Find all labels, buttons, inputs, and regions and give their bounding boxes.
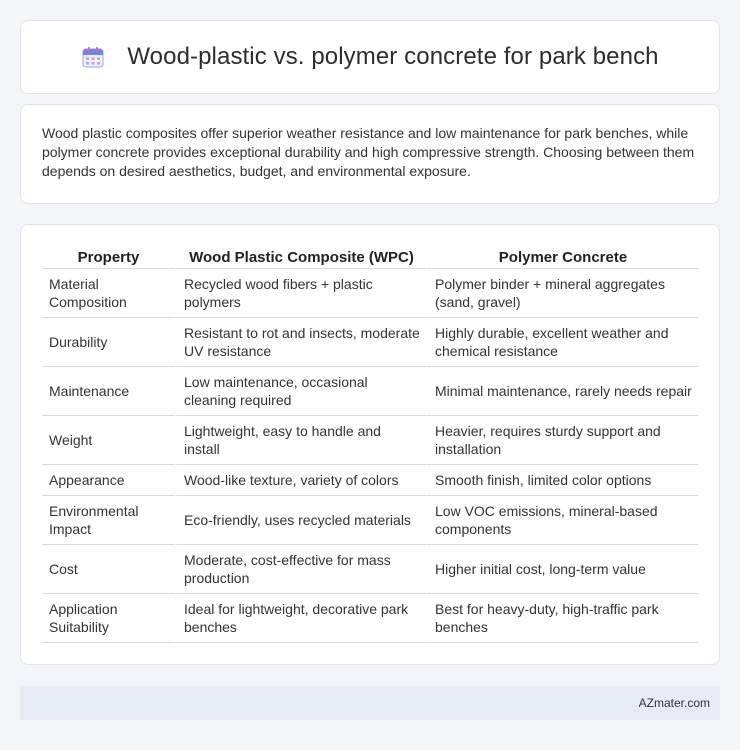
- table-row: [42, 269, 698, 318]
- wpc-cell: Eco-friendly, uses recycled materials: [175, 496, 426, 545]
- polymer-concrete-cell: Smooth finish, limited color options: [426, 465, 698, 496]
- title-bar: [81, 43, 658, 71]
- table-row: [42, 367, 698, 416]
- footer-source-link[interactable]: AZmater.com: [638, 696, 710, 710]
- property-cell: Cost: [42, 545, 175, 594]
- polymer-concrete-cell: Polymer binder + mineral aggregates (sand, gravel): [426, 269, 698, 318]
- header-property: Property: [42, 247, 175, 269]
- wpc-cell: Lightweight, easy to handle and install: [175, 416, 426, 465]
- wpc-cell: Moderate, cost-effective for mass production: [175, 545, 426, 594]
- header-polymer-concrete: Polymer Concrete: [426, 247, 698, 269]
- table-row: [42, 545, 698, 594]
- polymer-concrete-cell: Low VOC emissions, mineral-based components: [426, 496, 698, 545]
- table-row: [42, 465, 698, 496]
- polymer-concrete-cell: Minimal maintenance, rarely needs repair: [426, 367, 698, 416]
- polymer-concrete-cell: Higher initial cost, long-term value: [426, 545, 698, 594]
- page-title: Wood-plastic vs. polymer concrete for park bench: [127, 43, 659, 70]
- table-header-row: [42, 247, 698, 269]
- comparison-table: [42, 247, 698, 643]
- intro-paragraph: Wood plastic composites offer superior weather resistance and low maintenance for park benches, while polymer concrete provides exceptional durability and high compressive strength. Choosing between them depends on desired aesthetics, budget, and environmental exposure.: [42, 125, 695, 179]
- wpc-cell: Recycled wood fibers + plastic polymers: [175, 269, 426, 318]
- table-row: [42, 594, 698, 643]
- polymer-concrete-cell: Heavier, requires sturdy support and installation: [426, 416, 698, 465]
- wpc-cell: Resistant to rot and insects, moderate UV resistance: [175, 318, 426, 367]
- title-card: [20, 20, 720, 94]
- comparison-card: [20, 224, 720, 665]
- property-cell: Material Composition: [42, 269, 175, 318]
- polymer-concrete-cell: Best for heavy-duty, high-traffic park benches: [426, 594, 698, 643]
- wpc-cell: Wood-like texture, variety of colors: [175, 465, 426, 496]
- wpc-cell: Ideal for lightweight, decorative park benches: [175, 594, 426, 643]
- table-row: [42, 318, 698, 367]
- table-row: [42, 416, 698, 465]
- property-cell: Environmental Impact: [42, 496, 175, 545]
- polymer-concrete-cell: Highly durable, excellent weather and chemical resistance: [426, 318, 698, 367]
- header-wpc: Wood Plastic Composite (WPC): [175, 247, 426, 269]
- property-cell: Application Suitability: [42, 594, 175, 643]
- calendar-icon: [81, 45, 105, 69]
- footer-bar: [20, 686, 720, 720]
- property-cell: Durability: [42, 318, 175, 367]
- property-cell: Appearance: [42, 465, 175, 496]
- intro-card: [20, 104, 720, 204]
- wpc-cell: Low maintenance, occasional cleaning required: [175, 367, 426, 416]
- table-row: [42, 496, 698, 545]
- property-cell: Maintenance: [42, 367, 175, 416]
- property-cell: Weight: [42, 416, 175, 465]
